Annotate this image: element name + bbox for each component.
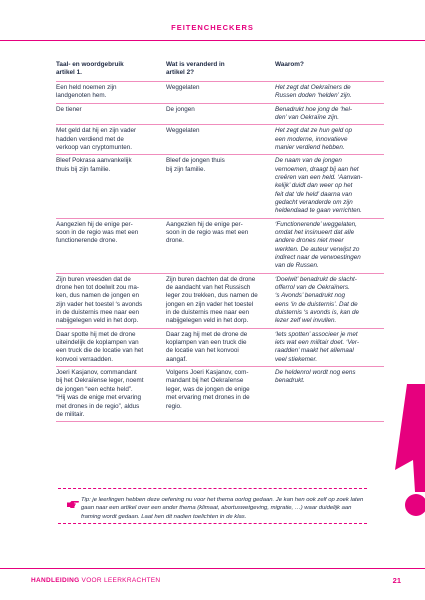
- table-body: [56, 81, 384, 421]
- page-title: FEITENCHECKERS: [171, 23, 254, 32]
- cell-line: gedacht veranderde om zijn: [275, 198, 353, 206]
- cell-line: Een held noemen zijn: [56, 83, 117, 91]
- cell-line: ‘s Avonds’ benadrukt nog: [275, 292, 346, 300]
- cell-line: offerrol van de Oekraïners.: [275, 284, 350, 292]
- cell-reason: [275, 125, 384, 155]
- cell-line: artikel 1.: [56, 69, 82, 77]
- table-header: [56, 58, 384, 81]
- cell-line: regio.: [166, 402, 182, 410]
- cell-line: de jongen “een echte held”.: [56, 385, 133, 393]
- cell-line: De jongen: [166, 105, 195, 113]
- cell-line: Daar spotte hij met de drone: [56, 330, 136, 338]
- cell-line: leger, was de jongen de enige: [166, 385, 250, 393]
- cell-reason: [275, 81, 384, 103]
- cell-line: iets wat een militair doet. ‘Ver-: [275, 339, 359, 347]
- cell-line: duisternis ‘s avonds is, kan de: [275, 309, 360, 317]
- cell-line: uiteindelijk de koplampen van: [56, 339, 139, 347]
- cell-line: mandant bij het Oekraïense: [166, 377, 244, 385]
- cell-reason: [275, 367, 384, 422]
- comparison-table: [56, 58, 384, 422]
- cell-original: [56, 103, 166, 125]
- footer-label: [31, 577, 160, 584]
- cell-line: bij het Oekraïense leger, noemt: [56, 377, 144, 385]
- cell-line: Bleef de jongen thuis: [166, 157, 225, 165]
- cell-line: Daar zag hij met de drone de: [166, 330, 248, 338]
- cell-changed: [166, 81, 275, 103]
- cell-line: met ervaring met drones in de: [166, 394, 250, 402]
- lightning-bolt-decoration: [385, 384, 425, 518]
- cell-original: [56, 367, 166, 422]
- table-row: [56, 81, 384, 103]
- cell-line: Aangezien hij de enige per-: [56, 220, 133, 228]
- cell-line: De heldenrol wordt nog eens: [275, 369, 356, 377]
- footer-label-rest: VOOR LEERKRACHTEN: [79, 577, 161, 584]
- cell-line: De tiener: [56, 105, 82, 113]
- cell-line: thuis bij zijn familie.: [56, 165, 111, 173]
- cell-line: lezer zelf wel invullen.: [275, 317, 337, 325]
- cell-changed: [166, 273, 275, 328]
- cell-changed: [166, 328, 275, 366]
- cell-line: manier verdiend hebben.: [275, 143, 345, 151]
- cell-line: vernoemen, draagt bij aan het: [275, 165, 359, 173]
- cell-line: Zijn buren vreesden dat de: [56, 275, 131, 283]
- cell-line: “Hij was de enige met ervaring: [56, 394, 142, 402]
- tip-text: Tip: je leerlingen hebben deze oefening nu voor het thema oorlog gedaan. Je kan hen ook zelf op zoek laten gaan naar een artikel over een ander thema (klimaat, abortuswetgeving, migratie, …) waar duidelijk aan framing wordt gedaan. Laat hen dit nadien toelichten in de klas.: [81, 497, 364, 520]
- cell-line: bij zijn familie.: [166, 165, 206, 173]
- footer-label-bold: HANDLEIDING: [31, 577, 80, 584]
- pointing-hand-icon: [67, 500, 79, 508]
- cell-line: Met geld dat hij en zijn vader: [56, 127, 137, 135]
- cell-changed: [166, 125, 275, 155]
- cell-reason: [275, 328, 384, 366]
- cell-line: eens ‘in de duisternis’. Dat de: [275, 300, 358, 308]
- cell-line: landgenoten hem.: [56, 92, 107, 100]
- cell-line: Waarom?: [275, 61, 304, 68]
- cell-reason: [275, 218, 384, 273]
- cell-line: drone hen tot doelwit zou ma-: [56, 284, 139, 292]
- cell-line: van de Russen.: [275, 262, 319, 270]
- cell-line: soon in de regio was met een: [166, 228, 249, 236]
- cell-original: [56, 273, 166, 328]
- cell-changed: [166, 155, 275, 218]
- table-row: [56, 328, 384, 366]
- cell-line: Wat is veranderd in: [166, 61, 225, 68]
- page-header: [0, 0, 425, 41]
- cell-line: koplampen van een truck die: [166, 339, 247, 347]
- column-header: [56, 58, 166, 81]
- header-divider: [0, 40, 425, 41]
- cell-line: raadden’ maakt het allemaal: [275, 347, 354, 355]
- cell-line: nabijgelegen veld in het dorp.: [166, 317, 249, 325]
- cell-line: in de duisternis mee naar een: [56, 309, 139, 317]
- cell-line: Het zegt dat ze hun geld op: [275, 127, 353, 135]
- tip-box: [58, 488, 367, 524]
- cell-line: nabijgelegen veld in het dorp.: [56, 317, 139, 325]
- cell-line: konvooi verraadden.: [56, 355, 114, 363]
- cell-line: kelijk’ duidt dan weer op het: [275, 182, 353, 190]
- cell-line: andere drones niet meer: [275, 237, 344, 245]
- cell-original: [56, 81, 166, 103]
- cell-line: De naam van de jongen: [275, 157, 342, 165]
- page-footer: [0, 568, 425, 588]
- cell-line: Het zegt dat Oekraïners de: [275, 83, 351, 91]
- cell-changed: [166, 367, 275, 422]
- cell-line: een moderne, innovatieve: [275, 135, 348, 143]
- cell-line: ken, dus namen de jongen en: [56, 292, 139, 300]
- cell-line: Volgens Joeri Kasjanov, com-: [166, 369, 249, 377]
- cell-original: [56, 125, 166, 155]
- cell-line: zijn vader het toestel ‘s avonds: [56, 300, 143, 308]
- cell-line: indirect naar de verwoestingen: [275, 254, 361, 261]
- cell-line: functionerende drone.: [56, 237, 118, 245]
- cell-line: hadden verdiend met de: [56, 135, 124, 143]
- cell-line: benadrukt.: [275, 377, 305, 385]
- cell-reason: [275, 103, 384, 125]
- cell-original: [56, 155, 166, 218]
- table-row: [56, 125, 384, 155]
- cell-line: de aandacht van het Russisch: [166, 284, 251, 292]
- column-header: [166, 58, 275, 81]
- table-row: [56, 273, 384, 328]
- cell-line: Russen doden ‘helden’ zijn.: [275, 92, 352, 100]
- cell-line: Joeri Kasjanov, commandant: [56, 369, 137, 377]
- cell-line: aangaf.: [166, 355, 188, 363]
- cell-line: Weggelaten: [166, 127, 200, 135]
- cell-line: Taal- en woordgebruik: [56, 61, 124, 68]
- cell-original: [56, 328, 166, 366]
- cell-changed: [166, 218, 275, 273]
- table-row: [56, 103, 384, 125]
- table-header-row: [56, 58, 384, 81]
- cell-reason: [275, 155, 384, 218]
- cell-line: Zijn buren dachten dat de drone: [166, 275, 256, 283]
- cell-line: artikel 2?: [166, 69, 195, 77]
- cell-line: de militair.: [56, 410, 85, 418]
- cell-line: de locatie van het konvooi: [166, 347, 239, 355]
- table-row: [56, 155, 384, 218]
- cell-line: verkoop van cryptomunten.: [56, 143, 132, 151]
- cell-line: Weggelaten: [166, 83, 200, 91]
- cell-line: ‘Doelwit’ benadrukt de slacht-: [275, 275, 357, 283]
- table-row: [56, 218, 384, 273]
- cell-line: leger zou trekken, dus namen de: [166, 292, 258, 300]
- cell-line: Benadrukt hoe jong de ‘hel-: [275, 105, 353, 113]
- cell-line: veel stiekemer.: [275, 355, 318, 363]
- cell-line: heldendaad te gaan verrichten.: [275, 207, 362, 215]
- cell-line: den’ van Oekraïne zijn.: [275, 113, 340, 121]
- cell-line: jongen en zijn vader het toestel: [166, 300, 254, 308]
- cell-line: omdat het insinueert dat alle: [275, 228, 355, 236]
- footer-divider: [0, 568, 425, 569]
- cell-line: Bleef Pokrasa aanvankelijk: [56, 157, 132, 165]
- cell-changed: [166, 103, 275, 125]
- cell-line: werkten. De auteur verwijst zo: [275, 245, 360, 253]
- cell-line: een truck die de locatie van het: [56, 347, 144, 355]
- cell-line: soon in de regio was met een: [56, 228, 139, 236]
- cell-original: [56, 218, 166, 273]
- cell-line: creëren van een held. ‘Aanvan-: [275, 173, 363, 181]
- page-number: 21: [392, 576, 401, 585]
- table-row: [56, 367, 384, 422]
- cell-line: feit dat ‘de held’ daarna van: [275, 190, 353, 198]
- cell-line: ‘Functionerende’ weggelaten,: [275, 220, 357, 228]
- cell-line: drone.: [166, 237, 184, 245]
- cell-line: met drones in de regio”, aldus: [56, 402, 140, 410]
- cell-reason: [275, 273, 384, 328]
- column-header: [275, 58, 384, 81]
- cell-line: ‘Iets spotten’ associeer je met: [275, 330, 358, 338]
- cell-line: in de duisternis mee naar een: [166, 309, 249, 317]
- cell-line: Aangezien hij de enige per-: [166, 220, 243, 228]
